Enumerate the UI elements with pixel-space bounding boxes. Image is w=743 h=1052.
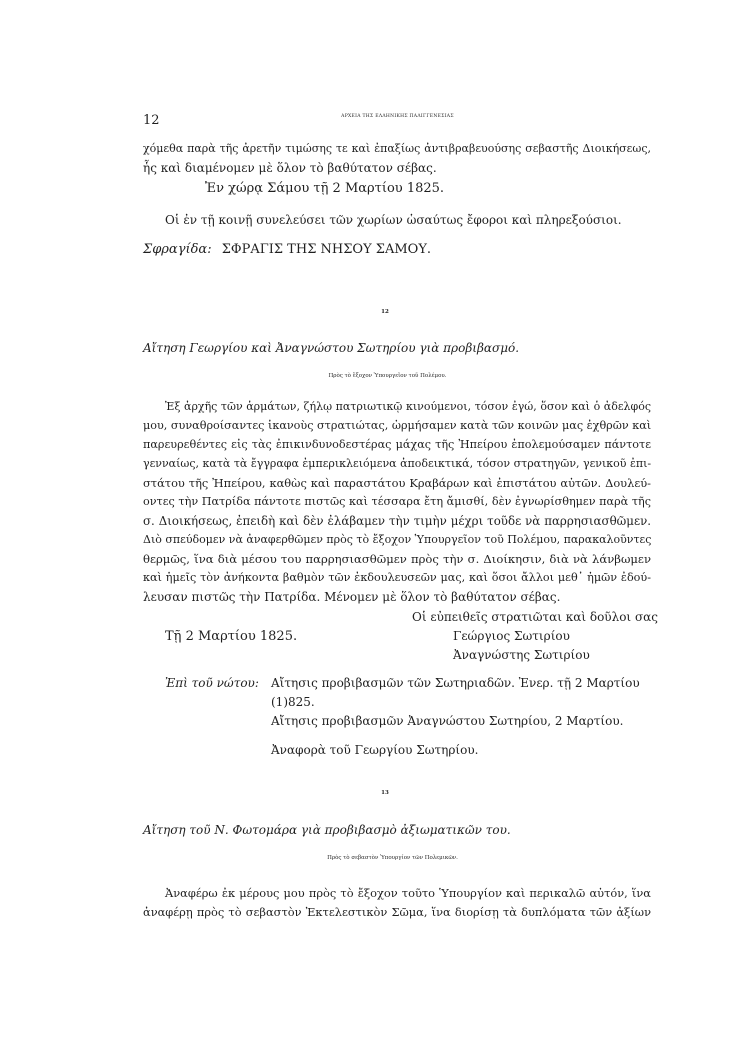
doc13-addressee: Πρὸς τὸ σεβαστὸν Ὑπουργίον τῶν Πολεμικῶν. — [327, 855, 458, 861]
doc12-body-line: σ. Διοικήσεως, ἐπειδὴ καὶ δὲν ἐλάβαμεν τὴν τιμὴν μέχρι τοῦδε νὰ παρρησιασθῶμεν. — [143, 514, 651, 528]
doc12-body-line: μου, συναθροίσαντες ἱκανοὺς στρατιώτας, ὡρμήσαμεν κατὰ τῶν κοινῶν μας ἐχθρῶν καὶ — [143, 419, 652, 432]
doc11-signatories: Οἱ ἐν τῇ κοινῇ συνελεύσει τῶν χωρίων ὡσαύτως ἔφοροι καὶ πληρεξούσιοι. — [165, 213, 622, 227]
doc12-number: 12 — [381, 309, 389, 315]
verso-line: Αἴτησις προβιβασμῶν Ἀναγνώστου Σωτηρίου, 2 Μαρτίου. — [271, 714, 624, 728]
verso-line: Ἀναφορὰ τοῦ Γεωργίου Σωτηρίου. — [271, 743, 479, 757]
doc13-title: Αἴτηση τοῦ Ν. Φωτομάρα γιὰ προβιβασμὸ ἀξιωματικῶν του. — [143, 823, 511, 837]
seal-label: Σφραγίδα: — [143, 242, 212, 257]
doc12-body-line: γενναίως, κατὰ τὰ ἔγγραφα ἐμπερικλειόμενα ἀποδεικτικά, τόσον στρατηγῶν, γενικοῦ ἐπι- — [143, 457, 652, 470]
doc11-date: Ἐν χώρᾳ Σάμου τῇ 2 Μαρτίου 1825. — [205, 181, 445, 196]
page-number: 12 — [143, 113, 160, 128]
doc12-body-line: Ἐξ ἀρχῆς τῶν ἁρμάτων, ζήλῳ πατριωτικῷ κινούμενοι, τόσον ἐγώ, ὅσον καὶ ὁ ἀδελφός — [165, 400, 651, 413]
doc12-body-line: στάτου τῆς Ἠπείρου, καθὼς καὶ παραστάτου Κραβάρων καὶ ἐπιστάτου αὐτῶν. Δουλεύ- — [143, 476, 651, 490]
doc12-body-line: καὶ ἡμεῖς τὸν ἀνήκοντα βαθμὸν τῶν ἐκδουλευσεῶν μας, καὶ ὅσοι ἄλλοι μεθ᾽ ἡμῶν ἐδού- — [143, 571, 651, 584]
doc12-body-line: Διὸ σπεύδομεν νὰ ἀναφερθῶμεν πρὸς τὸ ἔξοχον Ὑπουργεῖον τοῦ Πολέμου, παρακαλοῦντες — [143, 533, 652, 546]
doc12-title: Αἴτηση Γεωργίου καὶ Ἀναγνώστου Σωτηρίου γιὰ προβιβασμό. — [143, 341, 520, 355]
verso-label: Ἐπὶ τοῦ νώτου: — [165, 676, 259, 690]
doc13-number: 13 — [381, 790, 389, 796]
doc12-body-line: θερμῶς, ἵνα διὰ μέσου του παρρησιασθῶμεν πρὸς τὴν σ. Διοίκησιν, διὰ νὰ λάνβωμεν — [143, 552, 651, 566]
doc11-line: χόμεθα παρὰ τῆς ἀρετῆν τιμώσης τε καὶ ἐπαξίως ἀντιβραβευούσης σεβαστῆς Διοικήσεως, — [143, 142, 651, 155]
doc13-body-line: Ἀναφέρω ἐκ μέρους μου πρὸς τὸ ἔξοχον τοῦτο Ὑπουργίον καὶ περικαλῶ αὐτόν, ἵνα — [165, 886, 651, 900]
running-title: ΑΡΧΕΙΑ ΤΗΣ ΕΛΛΗΝΙΚΗΣ ΠΑΛΙΓΓΕΝΕΣΙΑΣ — [341, 114, 454, 119]
doc12-body-line: λευσαν πιστῶς τὴν Πατρίδα. Μένομεν μὲ ὅλον τὸ βαθύτατον σέβας. — [143, 590, 561, 604]
verso-line: (1)825. — [271, 695, 315, 709]
seal-line — [143, 242, 431, 257]
doc12-date: Τῇ 2 Μαρτίου 1825. — [165, 629, 298, 644]
doc12-body-line: παρευρεθέντες εἰς τὰς ἐπικινδυνοδεστέρας μάχας τῆς Ἠπείρου ἐπολεμούσαμεν πάντοτε — [143, 438, 651, 451]
verso-line: Αἴτησις προβιβασμῶν τῶν Σωτηριαδῶν. Ἐνερ. τῇ 2 Μαρτίου — [271, 676, 640, 690]
doc12-sign-intro: Οἱ εὐπειθεῖς στρατιῶται καὶ δοῦλοι σας — [412, 610, 658, 624]
doc12-signer: Γεώργιος Σωτιρίου — [453, 629, 570, 643]
doc11-line: ἧς καὶ διαμένομεν μὲ ὅλον τὸ βαθύτατον σέβας. — [143, 161, 437, 175]
doc13-body-line: ἀναφέρῃ πρὸς τὸ σεβαστὸν Ἐκτελεστικὸν Σῶμα, ἵνα διορίσῃ τὰ δυπλόματα τῶν ἀξίων — [143, 905, 651, 919]
doc12-body-line: οντες τὴν Πατρίδα πάντοτε πιστῶς καὶ τέσσαρα ἔτη ἄμισθί, δὲν ἐγνωρίσθημεν παρὰ τῆς — [143, 495, 651, 508]
doc12-signer: Ἀναγνώστης Σωτιρίου — [453, 648, 590, 662]
doc12-addressee: Πρὸς τὸ ἔξοχον Ὑπουργεῖον τοῦ Πολέμου. — [328, 373, 447, 379]
seal-text: ΣΦΡΑΓΙΣ ΤΗΣ ΝΗΣΟΥ ΣΑΜΟΥ. — [221, 242, 432, 257]
